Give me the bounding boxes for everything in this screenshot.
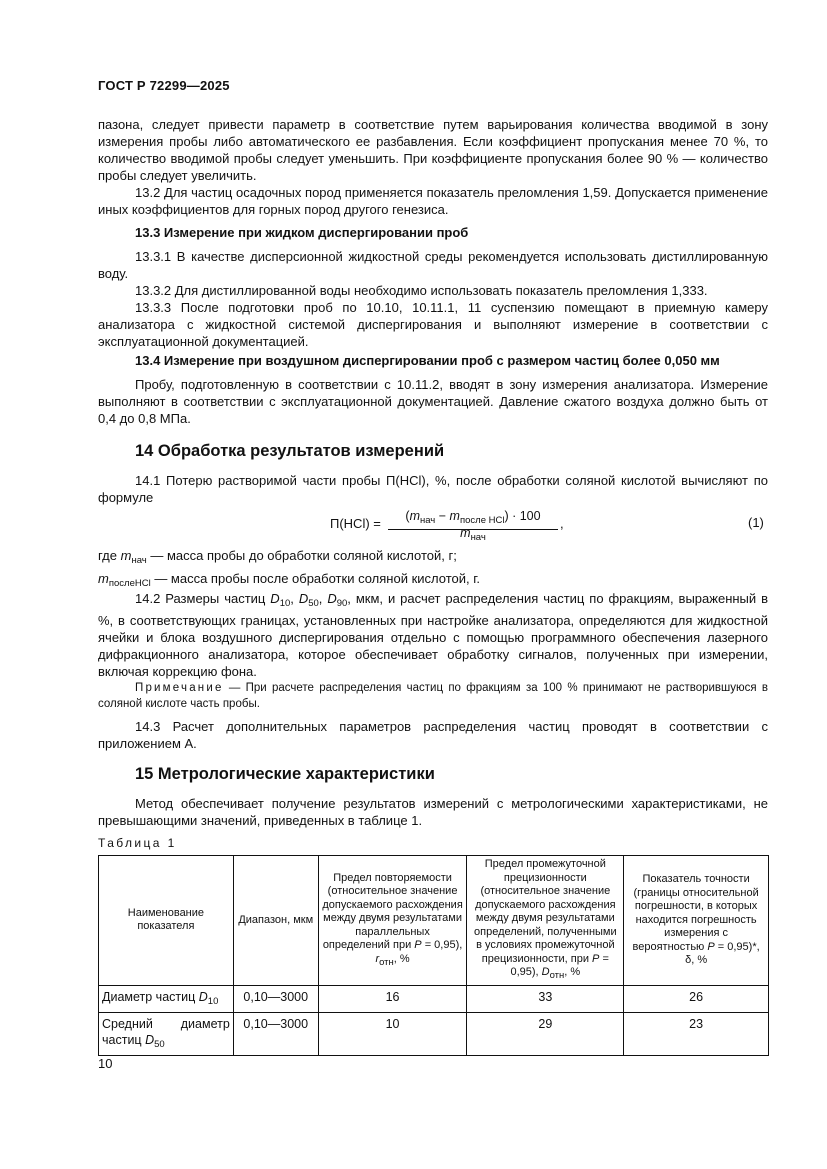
cell-intermediate-precision: 33: [467, 985, 624, 1012]
formula-lhs: П(HCl) =: [330, 516, 381, 531]
paragraph-15: Метод обеспечивает получение результатов измерений с метрологическими характеристиками, не превышающими значений, приведенных в таблице 1.: [98, 796, 768, 828]
paragraph-14-2: 14.2 Размеры частиц $D_{10}$, $D_{50}$, $D_{90}$, мкм, и расчет распределения частиц по фракциям, выраженный в %, в соответствующих границах, установленных при настройке анализатора, определяются для жидкостной ячейки и блока воздушного диспергирования отдельно с помощью программного обеспечения лазерного дифракционного анализатора, которое обеспечивает обработку сигналов, полученных при измерении, включая коррекцию фона.: [98, 591, 768, 679]
paragraph-13-3-3: 13.3.3 После подготовки проб по 10.10, 10.11.1, 11 суспензию помещают в приемную камеру анализатора с жидкостной системой диспергирования и выполняют измерение в соответствии с эксплуатационной документацией.: [98, 300, 768, 349]
cell-name: Диаметр частиц $D_{10}$: [99, 985, 234, 1012]
section-15-title: 15 Метрологические характеристики: [135, 765, 435, 783]
header-repeatability: Предел повторяемости (относительное значение допускаемого расхождения между двумя результатами параллельных определений при P = 0,95), $r_{отн}$, %: [318, 856, 467, 986]
table-header-row: [99, 856, 769, 986]
cell-range: 0,10—3000: [233, 1012, 318, 1055]
formula-denominator: $m_{нач}$: [460, 526, 486, 543]
cell-repeatability: 10: [318, 1012, 467, 1055]
page-number: 10: [98, 1056, 113, 1071]
paragraph-intro: пазона, следует привести параметр в соответствие путем варьирования количества вводимой в зону измерения пробы либо автоматического ее разбавления. Если коэффициент пропускания менее 70 %, то количество вводимой пробы следует уменьшить. При коэффициенте пропускания более 90 % — количество пробы следует увеличить.: [98, 117, 768, 183]
header-range: Диапазон, мкм: [233, 856, 318, 986]
paragraph-13-3-2: 13.3.2 Для дистиллированной воды необходимо использовать показатель преломления 1,333.: [135, 283, 708, 298]
heading-13-3: 13.3 Измерение при жидком диспергировании проб: [135, 225, 469, 240]
cell-accuracy: 26: [624, 985, 769, 1012]
paragraph-13-2: 13.2 Для частиц осадочных пород применяется показатель преломления 1,59. Допускается применение иных коэффициентов для горных пород другого генезиса.: [98, 185, 768, 217]
paragraph-14-3: 14.3 Расчет дополнительных параметров распределения частиц проводят в соответствии с приложением А.: [98, 719, 768, 751]
table-row: [99, 985, 769, 1012]
paragraph-14-1: 14.1 Потерю растворимой части пробы П(HCl), %, после обработки соляной кислотой вычисляют по формуле: [98, 473, 768, 505]
metrology-table: [98, 855, 769, 1056]
note-14-2: [98, 680, 768, 712]
section-14-title: 14 Обработка результатов измерений: [135, 442, 445, 460]
paragraph-13-4: Пробу, подготовленную в соответствии с 10.11.2, вводят в зону измерения анализатора. Измерение выполняют в соответствии с эксплуатационной документацией. Давление сжатого воздуха должно быть от 0,4 до 0,8 МПа.: [98, 377, 768, 426]
formula-definitions: [98, 547, 480, 593]
note-label: Примечание: [135, 682, 224, 694]
formula-numerator: $(m_{нач} - m_{после HCl}) \cdot 100$: [388, 508, 558, 530]
table-caption: Таблица 1: [98, 836, 177, 850]
paragraph-13-3-1: 13.3.1 В качестве дисперсионной жидкостной среды рекомендуется использовать дистиллированную воду.: [98, 249, 768, 281]
cell-name: Средний диаметр частиц $D_{50}$: [99, 1012, 234, 1055]
formula-number: (1): [748, 515, 764, 530]
cell-range: 0,10—3000: [233, 985, 318, 1012]
cell-accuracy: 23: [624, 1012, 769, 1055]
table-row: [99, 1012, 769, 1055]
cell-repeatability: 16: [318, 985, 467, 1012]
note-text: — При расчете распределения частиц по фракциям за 100 % принимают не растворившуюся в соляной кислоте часть пробы.: [98, 682, 768, 710]
section-13-block: [98, 116, 768, 218]
header-accuracy: Показатель точности (границы относительной погрешности, в которых находится погрешность измерения с вероятностью P = 0,95)*, δ, %: [624, 856, 769, 986]
header-name: Наименование показателя: [99, 856, 234, 986]
header-intermediate-precision: Предел промежуточной прецизионности (относительное значение допускаемого расхождения между двумя результатами определений, полученными в условиях промежуточной прецизионности, при P = 0,95), $D_{отн}$, %: [467, 856, 624, 986]
heading-13-4: 13.4 Измерение при воздушном диспергировании проб с размером частиц более 0,050 мм: [135, 353, 720, 368]
document-code-header: ГОСТ Р 72299—2025: [98, 78, 230, 93]
definition-row: $m_{послеHCl}$ — масса пробы после обработки соляной кислотой, г.: [98, 571, 480, 589]
formula-comma: ,: [560, 516, 564, 531]
definition-row: где $m_{нач}$ — масса пробы до обработки соляной кислотой, г;: [98, 548, 457, 566]
section-13-3-block: [98, 248, 768, 350]
cell-intermediate-precision: 29: [467, 1012, 624, 1055]
